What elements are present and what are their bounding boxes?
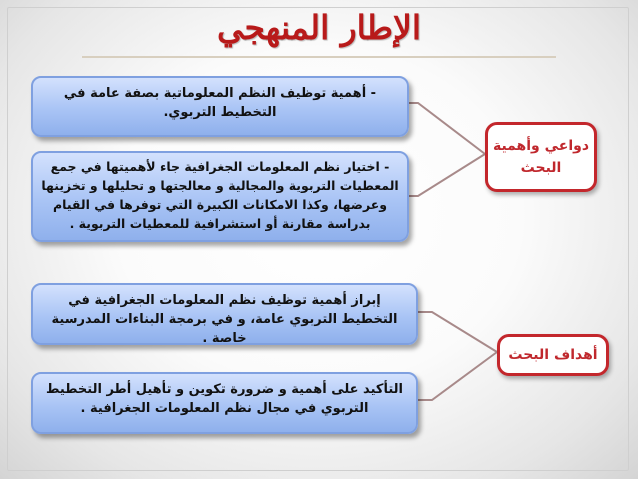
label-reasons-line1: دواعي وأهمية [492, 138, 590, 154]
reason-box-2: - اختيار نظم المعلومات الجغرافية جاء لأهميتها في جمع المعطيات التربوية والمجالية و معالجتها و تحليلها و تخزينها وعرضها، وكذا الامكانات الكبيرة التي توفرها في القيام بدراسة مقارنة أو استشرافية للمعطيات التربوية . [31, 151, 409, 242]
label-objectives-line1: أهداف البحث [508, 347, 598, 363]
label-reasons-line2: البحث [520, 160, 562, 176]
label-reasons-importance [485, 122, 597, 192]
connector-group1-box2 [409, 154, 485, 196]
label-research-objectives [497, 334, 609, 376]
connector-group2-box2 [418, 352, 497, 400]
objective-box-2: التأكيد على أهمية و ضرورة تكوين و تأهيل أطر التخطيط التربوي في مجال نظم المعلومات الجغرافية . [31, 372, 418, 434]
reason-box-1: - أهمية توظيف النظم المعلوماتية بصفة عامة في التخطيط التربوي. [31, 76, 409, 137]
connector-group1-box1 [409, 103, 485, 154]
objective-box-1: إبراز أهمية توظيف نظم المعلومات الجغرافية في التخطيط التربوي عامة، و في برمجة البناءات المدرسية خاصة . [31, 283, 418, 345]
connector-group2-box1 [418, 312, 497, 352]
slide-title: الإطار المنهجي [216, 8, 421, 47]
